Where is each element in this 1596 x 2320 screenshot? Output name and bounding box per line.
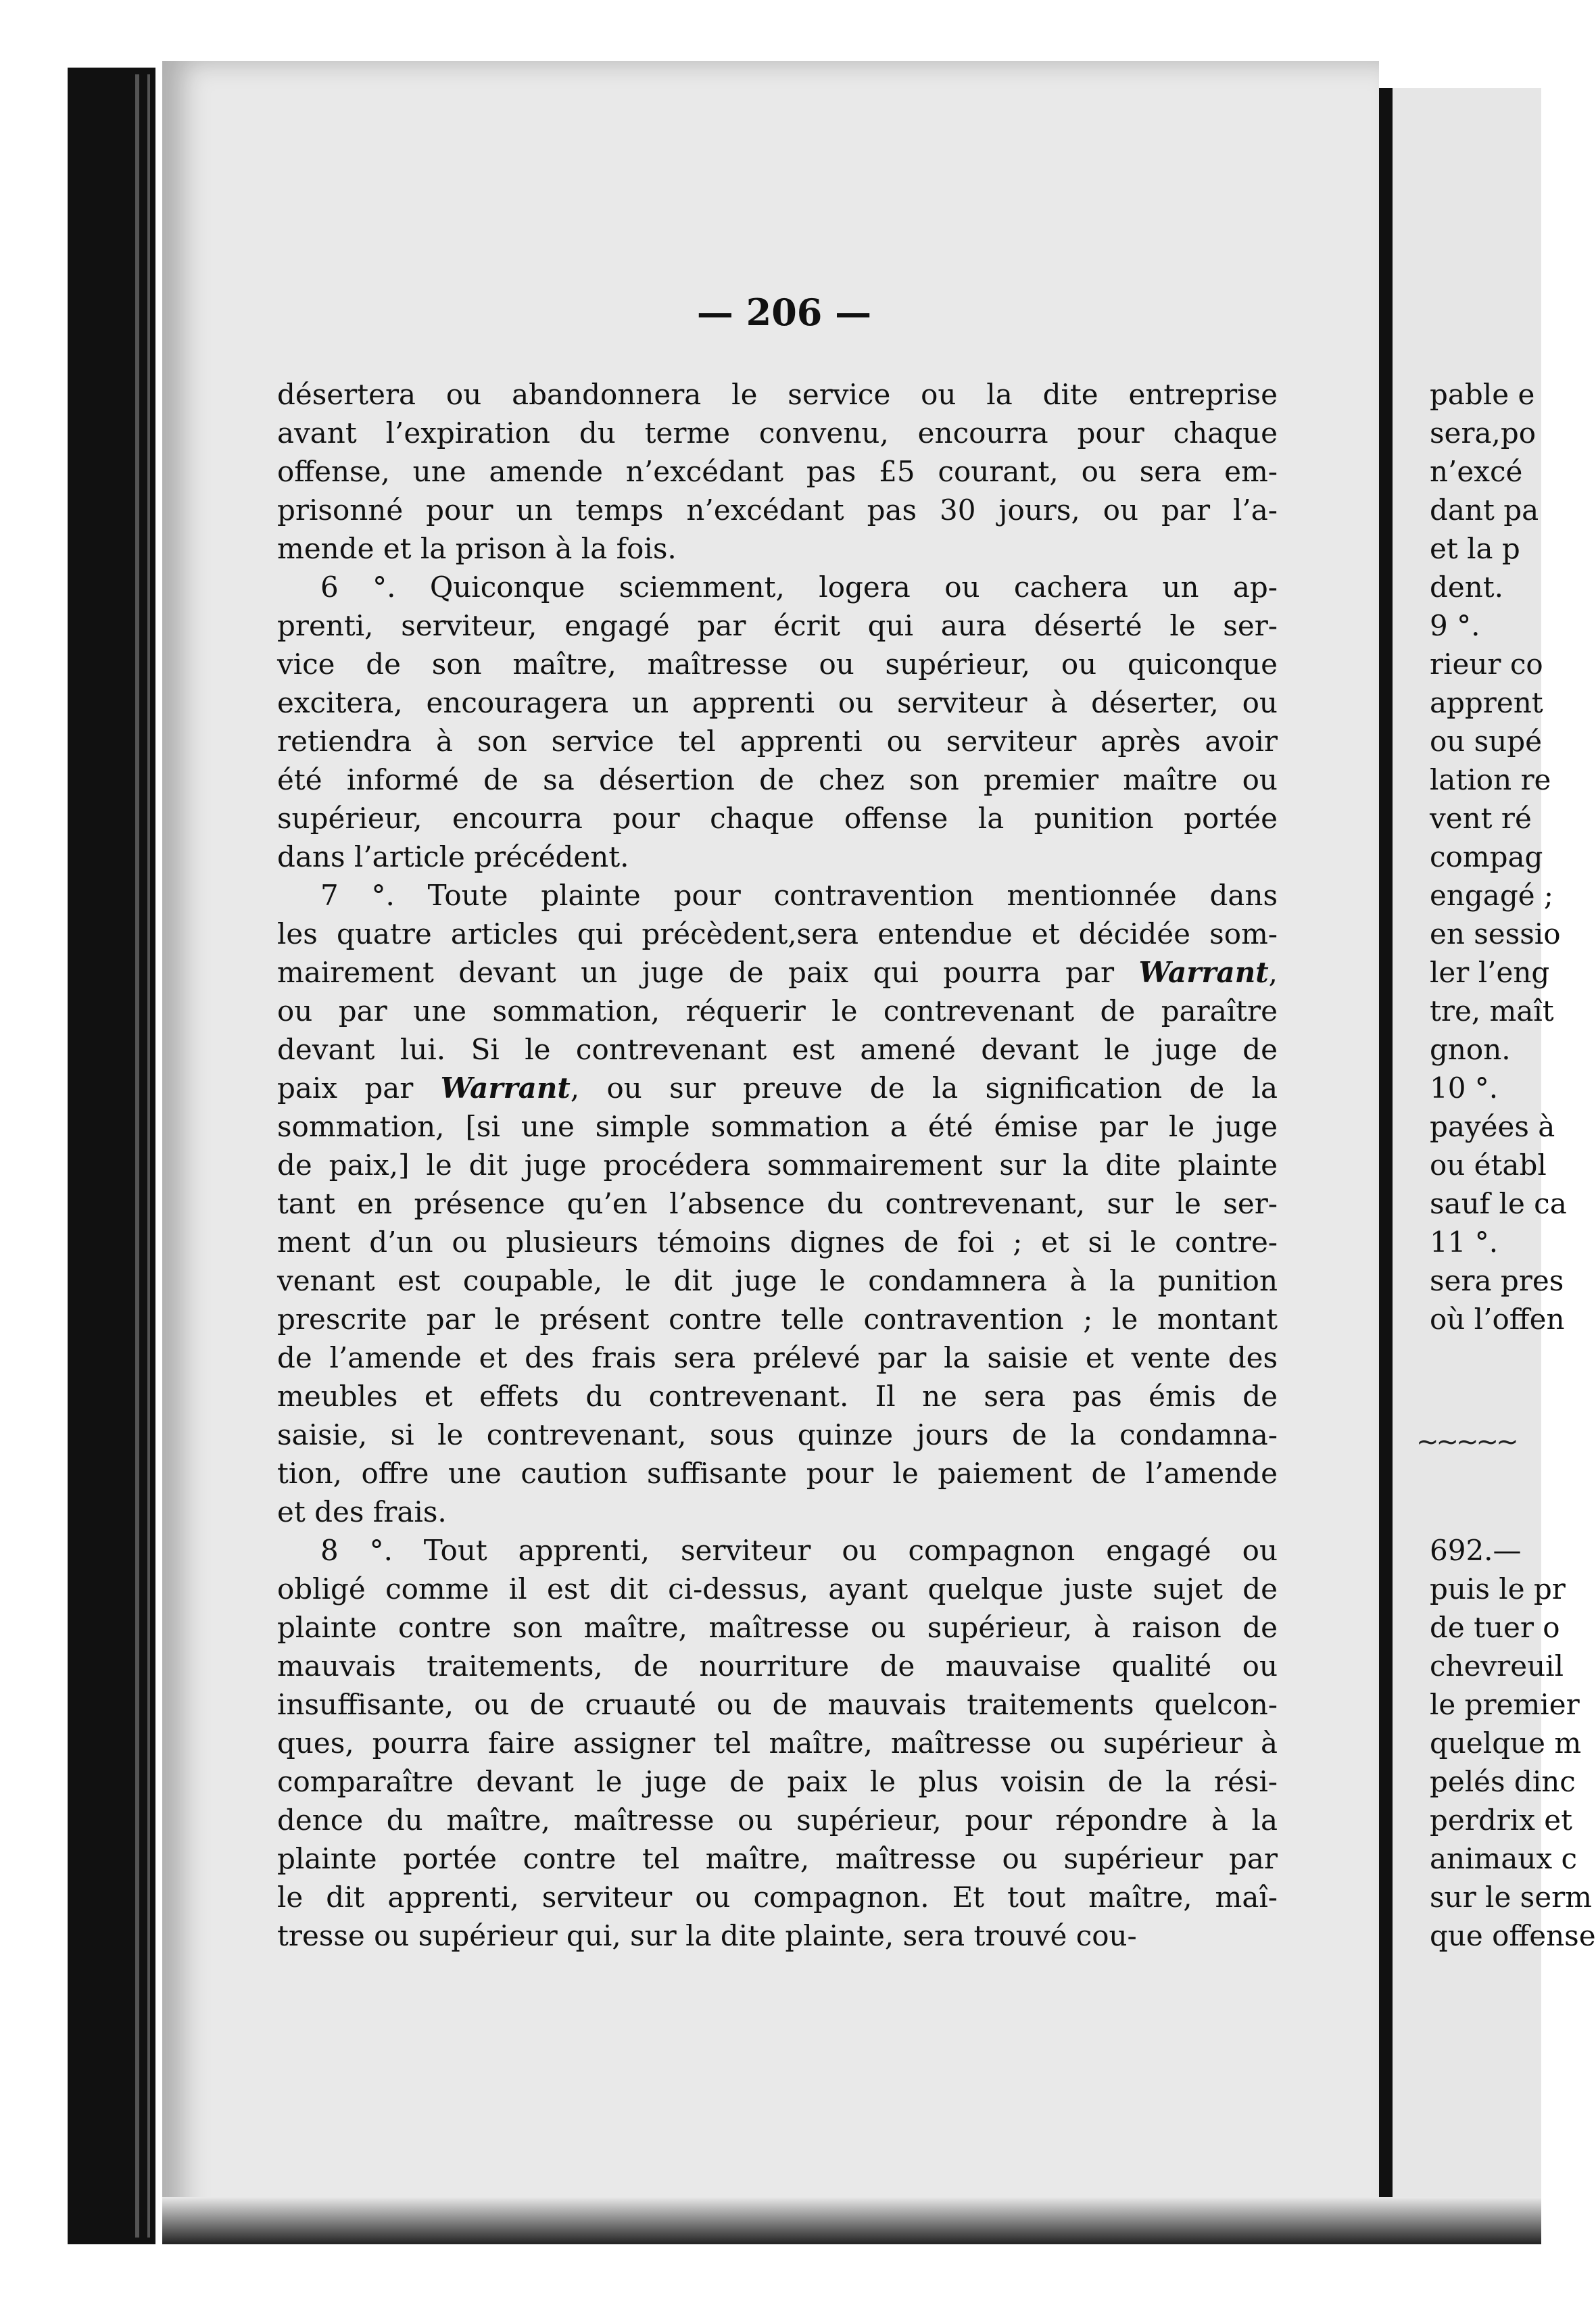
section-ornament: ~~~~~ [1416,1426,1516,1457]
text-line: offense, une amende n’excédant pas £5 courant, ou sera em- [277,455,1278,488]
right-text-line: perdrix et [1430,1804,1572,1837]
right-text-line: 9 °. [1430,609,1480,642]
right-text-line [1430,1454,1565,1493]
text-line: dence du maître, maîtresse ou supérieur, pour répondre à la [277,1804,1278,1837]
right-text-line: sera pres [1430,1264,1564,1297]
text-line: ou par une sommation, réquerir le contrevenant de paraître [277,994,1278,1028]
right-text-line: ou établ [1430,1149,1547,1182]
text-line: saisie, si le contrevenant, sous quinze jours de la condamna- [277,1418,1278,1451]
text-line: excitera, encouragera un apprenti ou serviteur à déserter, ou [277,686,1278,719]
main-text-block [277,375,1278,1955]
right-text-line: vent ré [1430,802,1532,835]
right-text-line: animaux c [1430,1842,1577,1875]
text-line: mauvais traitements, de nourriture de mauvaise qualité ou [277,1649,1278,1683]
right-text-line: pelés dinc [1430,1765,1576,1798]
right-text-line: le premier [1430,1688,1580,1721]
text-line: le dit apprenti, serviteur ou compagnon. Et tout maître, maî- [277,1881,1278,1914]
right-text-line: ou supé [1430,725,1543,758]
text-line: sommation, [si une simple sommation a été émise par le juge [277,1110,1278,1143]
right-text-line [1430,1493,1565,1531]
text-line: mairement devant un juge de paix qui pourra par Warrant, [277,956,1278,989]
text-line: plainte contre son maître, maîtresse ou supérieur, à raison de [277,1611,1278,1644]
right-text-line: en sessio [1430,917,1561,950]
right-text-line: dent. [1430,571,1504,604]
binding-stripe [147,74,150,2238]
right-text-line: dant pa [1430,493,1539,527]
page-bottom-shadow [162,2197,1541,2244]
text-line: paix par Warrant, ou sur preuve de la signification de la [277,1071,1278,1105]
text-line: insuffisante, ou de cruauté ou de mauvais traitements quelcon- [277,1688,1278,1721]
right-text-line: de tuer o [1430,1611,1560,1644]
right-text-line: n’excé [1430,455,1523,488]
right-text-line: sauf le ca [1430,1187,1567,1220]
text-line: obligé comme il est dit ci-dessus, ayant quelque juste sujet de [277,1572,1278,1605]
text-line: 8 °. Tout apprenti, serviteur ou compagnon engagé ou [320,1534,1278,1567]
text-line: prisonné pour un temps n’excédant pas 30 jours, ou par l’a- [277,493,1278,527]
right-text-line: puis le pr [1430,1572,1566,1605]
binding-stripe [135,74,139,2238]
page-gutter [1379,88,1393,2244]
right-text-line [1430,1377,1565,1416]
text-line: 6 °. Quiconque sciemment, logera ou cachera un ap- [320,571,1278,604]
right-text-line: lation re [1430,763,1551,796]
right-text-line [1430,1338,1565,1377]
right-text-line: engagé ; [1430,879,1554,912]
right-text-line: 10 °. [1430,1071,1499,1105]
text-line: désertera ou abandonnera le service ou la dite entreprise [277,378,1278,411]
text-line: été informé de sa désertion de chez son premier maître ou [277,763,1278,796]
text-line: tant en présence qu’en l’absence du contrevenant, sur le ser- [277,1187,1278,1220]
text-line: dans l’article précédent. [277,840,629,873]
text-line: devant lui. Si le contrevenant est amené devant le juge de [277,1033,1278,1066]
right-text-line: 11 °. [1430,1226,1499,1259]
right-page-text-fragment [1430,375,1596,1955]
right-text-line: rieur co [1430,648,1543,681]
right-text-line: compag [1430,840,1543,873]
text-line: avant l’expiration du terme convenu, encourra pour chaque [277,416,1278,450]
right-text-line: sera,po [1430,416,1537,450]
text-line: venant est coupable, le dit juge le condamnera à la punition [277,1264,1278,1297]
text-line: ment d’un ou plusieurs témoins dignes de foi ; et si le contre- [277,1226,1278,1259]
text-line: prenti, serviteur, engagé par écrit qui aura déserté le ser- [277,609,1278,642]
text-line: supérieur, encourra pour chaque offense la punition portée [277,802,1278,835]
right-text-line: gnon. [1430,1033,1511,1066]
text-line: tresse ou supérieur qui, sur la dite plainte, sera trouvé cou- [277,1919,1137,1952]
right-text-line: quelque m [1430,1726,1582,1760]
text-line: meubles et effets du contrevenant. Il ne sera pas émis de [277,1380,1278,1413]
right-text-line: tre, maît [1430,994,1554,1028]
text-line: de l’amende et des frais sera prélevé par la saisie et vente des [277,1341,1278,1374]
text-line: ques, pourra faire assigner tel maître, maîtresse ou supérieur à [277,1726,1278,1760]
right-text-line: 692.— [1430,1534,1522,1567]
book-binding [68,68,155,2244]
right-text-line: et la p [1430,532,1520,565]
right-text-line: pable e [1430,378,1535,411]
right-text-line: chevreuil [1430,1649,1564,1683]
right-text-line: ler l’eng [1430,956,1550,989]
text-line: retiendra à son service tel apprenti ou serviteur après avoir [277,725,1278,758]
text-line: vice de son maître, maîtresse ou supérieur, ou quiconque [277,648,1278,681]
text-line: mende et la prison à la fois. [277,532,677,565]
right-text-line: où l’offen [1430,1303,1565,1336]
right-text-line: payées à [1430,1110,1555,1143]
text-line: de paix,] le dit juge procédera sommairement sur la dite plainte [277,1149,1278,1182]
page-number: — 206 — [696,291,872,334]
text-line: 7 °. Toute plainte pour contravention mentionnée dans [320,879,1278,912]
right-text-line: apprent [1430,686,1543,719]
text-line: les quatre articles qui précèdent,sera entendue et décidée som- [277,917,1278,950]
text-line: prescrite par le présent contre telle contravention ; le montant [277,1303,1278,1336]
text-line: et des frais. [277,1495,447,1528]
right-text-line: que offense [1430,1919,1596,1952]
right-text-line: sur le serm [1430,1881,1592,1914]
text-line: comparaître devant le juge de paix le plus voisin de la rési- [277,1765,1278,1798]
text-line: plainte portée contre tel maître, maîtresse ou supérieur par [277,1842,1278,1875]
text-line: tion, offre une caution suffisante pour le paiement de l’amende [277,1457,1278,1490]
